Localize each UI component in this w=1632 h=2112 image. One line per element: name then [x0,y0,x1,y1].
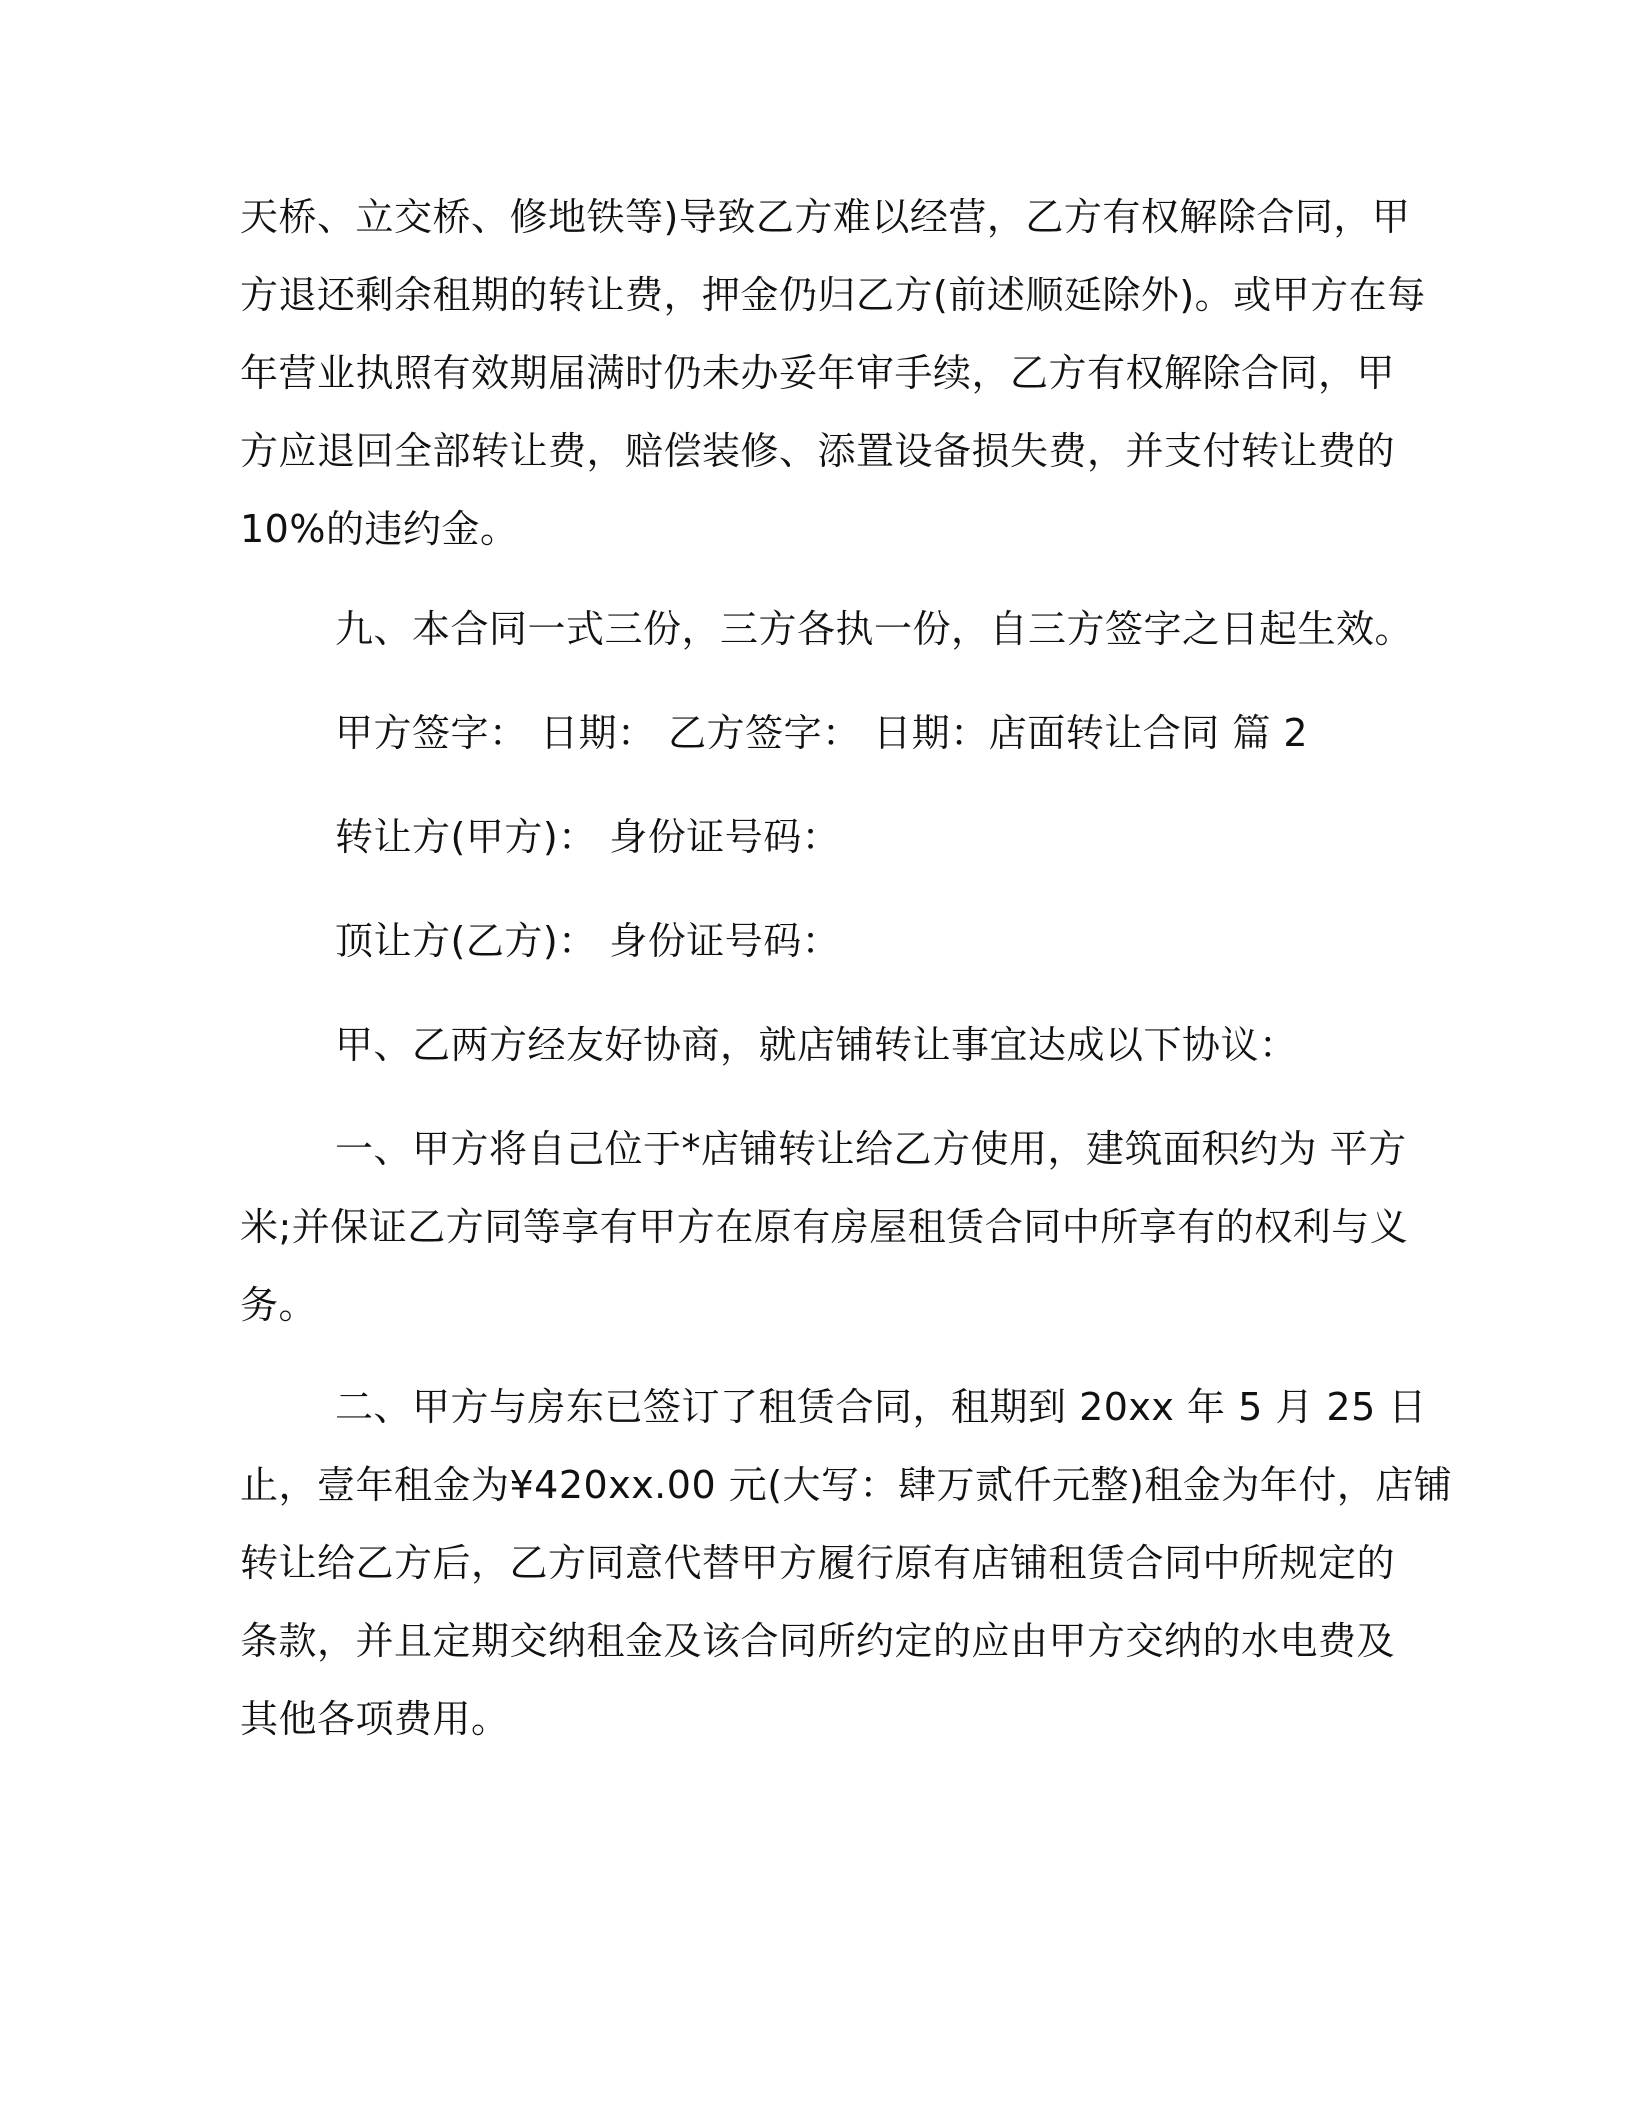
text-line: 止，壹年租金为¥420xx.00 元(大写：肆万贰仟元整)租金为年付，店铺 [240,1463,1453,1507]
text-line: 二、甲方与房东已签订了租赁合同，租期到 20xx 年 5 月 25 日 [335,1385,1427,1429]
text-line: 顶让方(乙方)： 身份证号码： [335,919,841,963]
text-line: 其他各项费用。 [240,1697,510,1741]
text-line: 10%的违约金。 [240,507,519,551]
text-line: 务。 [240,1283,318,1327]
text-line: 一、甲方将自己位于*店铺转让给乙方使用，建筑面积约为 平方 [335,1127,1407,1171]
text-line: 条款，并且定期交纳租金及该合同所约定的应由甲方交纳的水电费及 [240,1619,1396,1663]
text-line: 米;并保证乙方同等享有甲方在原有房屋租赁合同中所享有的权利与义 [240,1205,1409,1249]
text-line: 方应退回全部转让费，赔偿装修、添置设备损失费，并支付转让费的 [240,429,1396,473]
paragraph-clause-one [240,1110,1409,1344]
text-line: 转让给乙方后，乙方同意代替甲方履行原有店铺租赁合同中所规定的 [240,1541,1396,1585]
text-line: 天桥、立交桥、修地铁等)导致乙方难以经营，乙方有权解除合同，甲 [240,195,1411,239]
text-line: 甲方签字： 日期： 乙方签字： 日期：店面转让合同 篇 2 [335,711,1309,755]
paragraph-termination-clause [240,178,1426,568]
text-line: 转让方(甲方)： 身份证号码： [335,815,841,859]
text-line: 方退还剩余租期的转让费，押金仍归乙方(前述顺延除外)。或甲方在每 [240,273,1426,317]
paragraph-signatures [240,694,1390,772]
paragraph-clause-two [240,1368,1453,1758]
text-line: 年营业执照有效期届满时仍未办妥年审手续，乙方有权解除合同，甲 [240,351,1396,395]
paragraph-transferor [240,798,1390,876]
paragraph-agreement-intro [240,1006,1390,1084]
paragraph-clause-nine [240,590,1414,668]
text-line: 甲、乙两方经友好协商，就店铺转让事宜达成以下协议： [335,1023,1298,1067]
text-line: 九、本合同一式三份，三方各执一份，自三方签字之日起生效。 [335,607,1414,651]
paragraph-transferee [240,902,1390,980]
